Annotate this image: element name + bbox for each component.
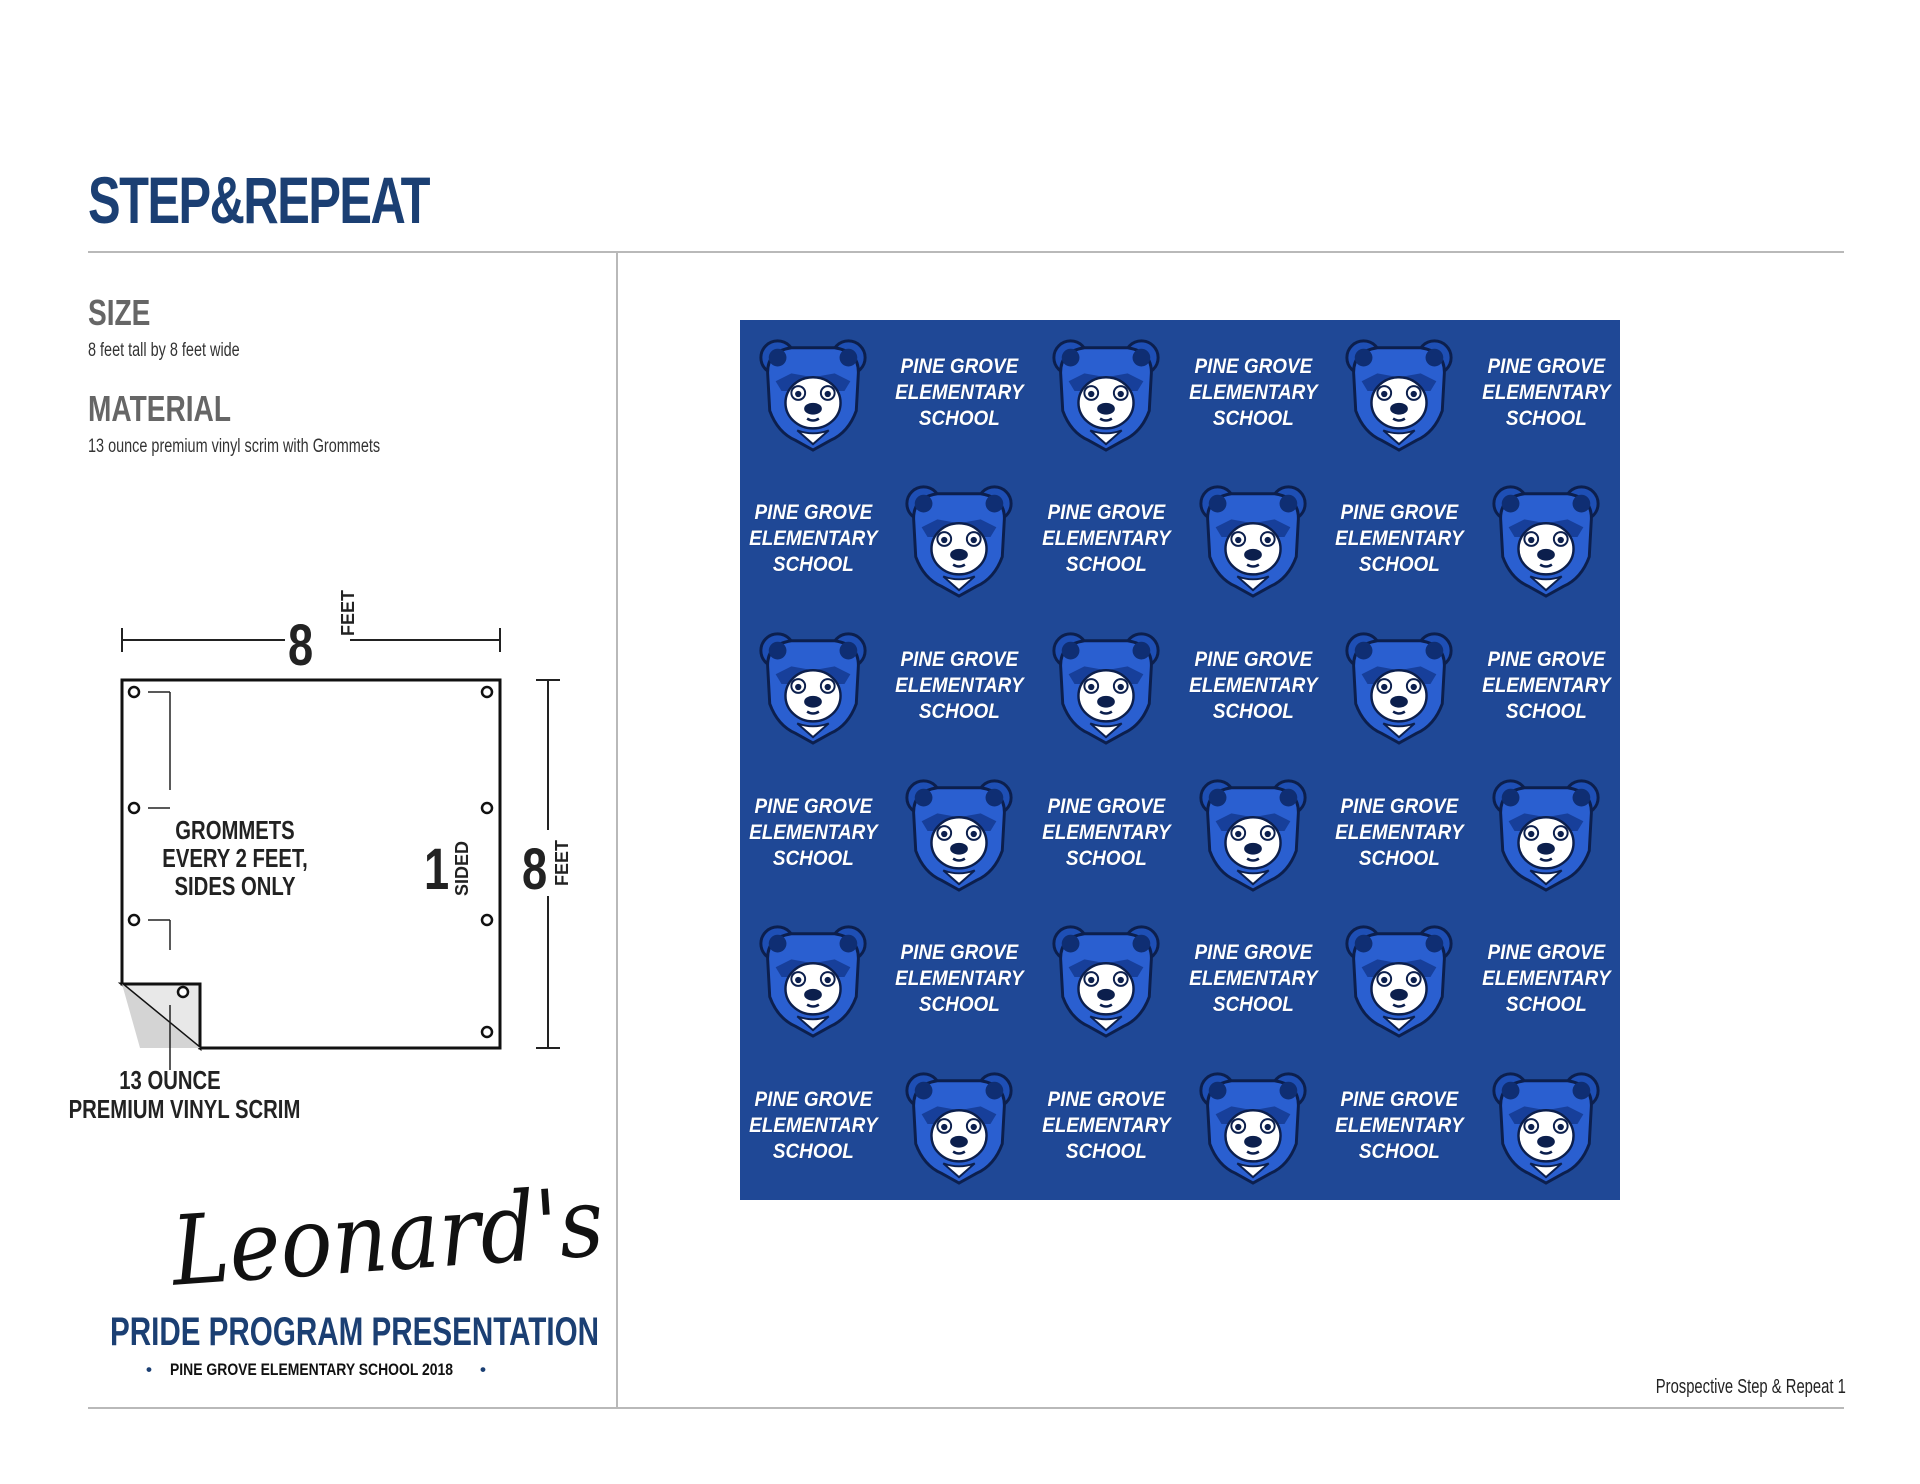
height-unit: FEET bbox=[552, 839, 572, 886]
height-number: 8 bbox=[522, 837, 548, 902]
school-year-line bbox=[146, 1360, 516, 1380]
banner-school-text bbox=[1326, 760, 1472, 906]
banner-text-line: ELEMENTARY bbox=[894, 674, 1024, 697]
bear-mascot-icon bbox=[1180, 1053, 1326, 1199]
size-value: 8 feet tall by 8 feet wide bbox=[88, 340, 240, 361]
bear-mascot-icon bbox=[1180, 466, 1326, 612]
banner-text-line: ELEMENTARY bbox=[1481, 381, 1611, 404]
banner-text-line: SCHOOL bbox=[1358, 553, 1440, 576]
banner-text-line: PINE GROVE bbox=[900, 355, 1018, 378]
banner-text-line: PINE GROVE bbox=[754, 795, 872, 818]
banner-school-text bbox=[1473, 906, 1619, 1052]
banner-text-block bbox=[895, 940, 1023, 1018]
banner-text-line: SCHOOL bbox=[772, 847, 854, 870]
school-year-text: PINE GROVE ELEMENTARY SCHOOL 2018 bbox=[170, 1360, 454, 1379]
banner-text-block bbox=[1042, 794, 1170, 872]
page-footer: Prospective Step & Repeat 1 bbox=[1655, 1376, 1846, 1398]
banner-text-line: PINE GROVE bbox=[1047, 1088, 1165, 1111]
banner-text-line: ELEMENTARY bbox=[1041, 527, 1171, 550]
banner-school-text bbox=[1473, 320, 1619, 466]
banner-text-line: SCHOOL bbox=[918, 407, 1000, 430]
bear-mascot-icon bbox=[1473, 760, 1619, 906]
banner-text-block bbox=[895, 354, 1023, 432]
bear-mascot-icon bbox=[1473, 466, 1619, 612]
bear-mascot-icon bbox=[886, 760, 1032, 906]
banner-school-text bbox=[886, 613, 1032, 759]
sided-unit: SIDED bbox=[452, 840, 472, 896]
program-title: PRIDE PROGRAM PRESENTATION bbox=[110, 1310, 599, 1354]
banner-text-block bbox=[1335, 794, 1463, 872]
banner-text-line: PINE GROVE bbox=[1340, 501, 1458, 524]
bear-mascot-icon bbox=[740, 320, 886, 466]
banner-text-line: ELEMENTARY bbox=[748, 821, 878, 844]
banner-text-line: PINE GROVE bbox=[1047, 795, 1165, 818]
material-line2: PREMIUM VINYL SCRIM bbox=[68, 1094, 301, 1124]
banner-text-line: ELEMENTARY bbox=[1481, 674, 1611, 697]
column-divider bbox=[616, 252, 618, 1408]
bear-mascot-icon bbox=[740, 613, 886, 759]
banner-school-text bbox=[1326, 1053, 1472, 1199]
banner-text-line: PINE GROVE bbox=[754, 501, 872, 524]
banner-text-line: SCHOOL bbox=[1065, 1140, 1147, 1163]
banner-school-text bbox=[886, 320, 1032, 466]
footer-divider bbox=[88, 1407, 1844, 1409]
banner-text-block bbox=[749, 1087, 877, 1165]
width-number: 8 bbox=[288, 613, 314, 678]
banner-text-line: ELEMENTARY bbox=[748, 527, 878, 550]
banner-text-line: SCHOOL bbox=[1212, 407, 1294, 430]
banner-text-line: ELEMENTARY bbox=[748, 1114, 878, 1137]
banner-school-text bbox=[1180, 320, 1326, 466]
banner-school-text bbox=[1033, 760, 1179, 906]
banner-school-text bbox=[740, 466, 886, 612]
banner-text-line: ELEMENTARY bbox=[1188, 674, 1318, 697]
banner-text-block bbox=[895, 647, 1023, 725]
page-title: STEP&REPEAT bbox=[88, 163, 430, 237]
bear-mascot-icon bbox=[886, 1053, 1032, 1199]
step-repeat-banner bbox=[740, 320, 1620, 1200]
banner-text-block bbox=[1482, 354, 1610, 432]
banner-text-line: PINE GROVE bbox=[1194, 648, 1312, 671]
banner-text-line: PINE GROVE bbox=[1487, 648, 1605, 671]
banner-text-line: SCHOOL bbox=[1358, 1140, 1440, 1163]
banner-school-text bbox=[1326, 466, 1472, 612]
bear-mascot-icon bbox=[1033, 613, 1179, 759]
sided-number: 1 bbox=[424, 837, 450, 902]
banner-text-line: ELEMENTARY bbox=[894, 381, 1024, 404]
bullet-right: • bbox=[480, 1360, 486, 1379]
banner-text-line: PINE GROVE bbox=[1194, 355, 1312, 378]
banner-text-block bbox=[1335, 1087, 1463, 1165]
banner-school-text bbox=[1473, 613, 1619, 759]
banner-text-line: ELEMENTARY bbox=[1188, 967, 1318, 990]
material-line1: 13 OUNCE bbox=[119, 1065, 221, 1095]
bear-mascot-icon bbox=[1033, 906, 1179, 1052]
banner-text-line: ELEMENTARY bbox=[1041, 1114, 1171, 1137]
grommets-line3: SIDES ONLY bbox=[174, 871, 296, 901]
bullet-left: • bbox=[146, 1360, 152, 1379]
bear-mascot-icon bbox=[1473, 1053, 1619, 1199]
bear-mascot-icon bbox=[1326, 320, 1472, 466]
grommets-note bbox=[140, 816, 330, 900]
banner-text-block bbox=[1482, 940, 1610, 1018]
banner-text-line: ELEMENTARY bbox=[1041, 821, 1171, 844]
banner-text-line: SCHOOL bbox=[1212, 700, 1294, 723]
banner-text-line: ELEMENTARY bbox=[1334, 821, 1464, 844]
banner-school-text bbox=[740, 760, 886, 906]
grommets-line2: EVERY 2 FEET, bbox=[162, 843, 308, 873]
banner-text-line: ELEMENTARY bbox=[1188, 381, 1318, 404]
material-note bbox=[40, 1066, 300, 1124]
banner-text-line: PINE GROVE bbox=[754, 1088, 872, 1111]
banner-school-text bbox=[886, 906, 1032, 1052]
banner-text-line: ELEMENTARY bbox=[1481, 967, 1611, 990]
banner-text-line: SCHOOL bbox=[772, 553, 854, 576]
banner-text-block bbox=[1189, 940, 1317, 1018]
banner-text-block bbox=[1335, 500, 1463, 578]
banner-text-block bbox=[749, 794, 877, 872]
banner-text-block bbox=[1189, 354, 1317, 432]
banner-text-line: PINE GROVE bbox=[1487, 355, 1605, 378]
banner-text-block bbox=[1042, 1087, 1170, 1165]
material-heading: MATERIAL bbox=[88, 388, 231, 429]
leonards-logo: Leonard's bbox=[168, 1165, 608, 1308]
banner-text-line: SCHOOL bbox=[1505, 700, 1587, 723]
banner-school-text bbox=[1180, 906, 1326, 1052]
banner-text-line: PINE GROVE bbox=[1340, 1088, 1458, 1111]
bear-mascot-icon bbox=[1326, 906, 1472, 1052]
banner-text-block bbox=[749, 500, 877, 578]
banner-text-line: SCHOOL bbox=[918, 993, 1000, 1016]
banner-text-line: PINE GROVE bbox=[1194, 941, 1312, 964]
banner-text-line: PINE GROVE bbox=[1047, 501, 1165, 524]
banner-text-line: PINE GROVE bbox=[1487, 941, 1605, 964]
banner-text-block bbox=[1189, 647, 1317, 725]
banner-text-line: PINE GROVE bbox=[1340, 795, 1458, 818]
header-divider bbox=[88, 251, 1844, 253]
banner-text-line: SCHOOL bbox=[1505, 407, 1587, 430]
banner-text-block bbox=[1482, 647, 1610, 725]
material-value: 13 ounce premium vinyl scrim with Grommets bbox=[88, 436, 381, 457]
banner-text-line: SCHOOL bbox=[772, 1140, 854, 1163]
bear-mascot-icon bbox=[1326, 613, 1472, 759]
bear-mascot-icon bbox=[740, 906, 886, 1052]
size-heading: SIZE bbox=[88, 292, 151, 333]
banner-text-line: ELEMENTARY bbox=[1334, 527, 1464, 550]
banner-text-line: PINE GROVE bbox=[900, 941, 1018, 964]
bear-mascot-icon bbox=[1033, 320, 1179, 466]
bear-mascot-icon bbox=[1180, 760, 1326, 906]
banner-text-line: SCHOOL bbox=[1065, 847, 1147, 870]
banner-school-text bbox=[1180, 613, 1326, 759]
width-unit: FEET bbox=[338, 589, 358, 636]
banner-text-line: SCHOOL bbox=[1358, 847, 1440, 870]
bear-mascot-icon bbox=[886, 466, 1032, 612]
banner-text-line: SCHOOL bbox=[1065, 553, 1147, 576]
banner-text-line: ELEMENTARY bbox=[1334, 1114, 1464, 1137]
banner-school-text bbox=[1033, 1053, 1179, 1199]
banner-text-line: PINE GROVE bbox=[900, 648, 1018, 671]
grommets-line1: GROMMETS bbox=[175, 815, 295, 845]
banner-school-text bbox=[740, 1053, 886, 1199]
banner-text-line: SCHOOL bbox=[918, 700, 1000, 723]
banner-text-line: ELEMENTARY bbox=[894, 967, 1024, 990]
banner-text-line: SCHOOL bbox=[1212, 993, 1294, 1016]
banner-school-text bbox=[1033, 466, 1179, 612]
banner-text-block bbox=[1042, 500, 1170, 578]
banner-text-line: SCHOOL bbox=[1505, 993, 1587, 1016]
